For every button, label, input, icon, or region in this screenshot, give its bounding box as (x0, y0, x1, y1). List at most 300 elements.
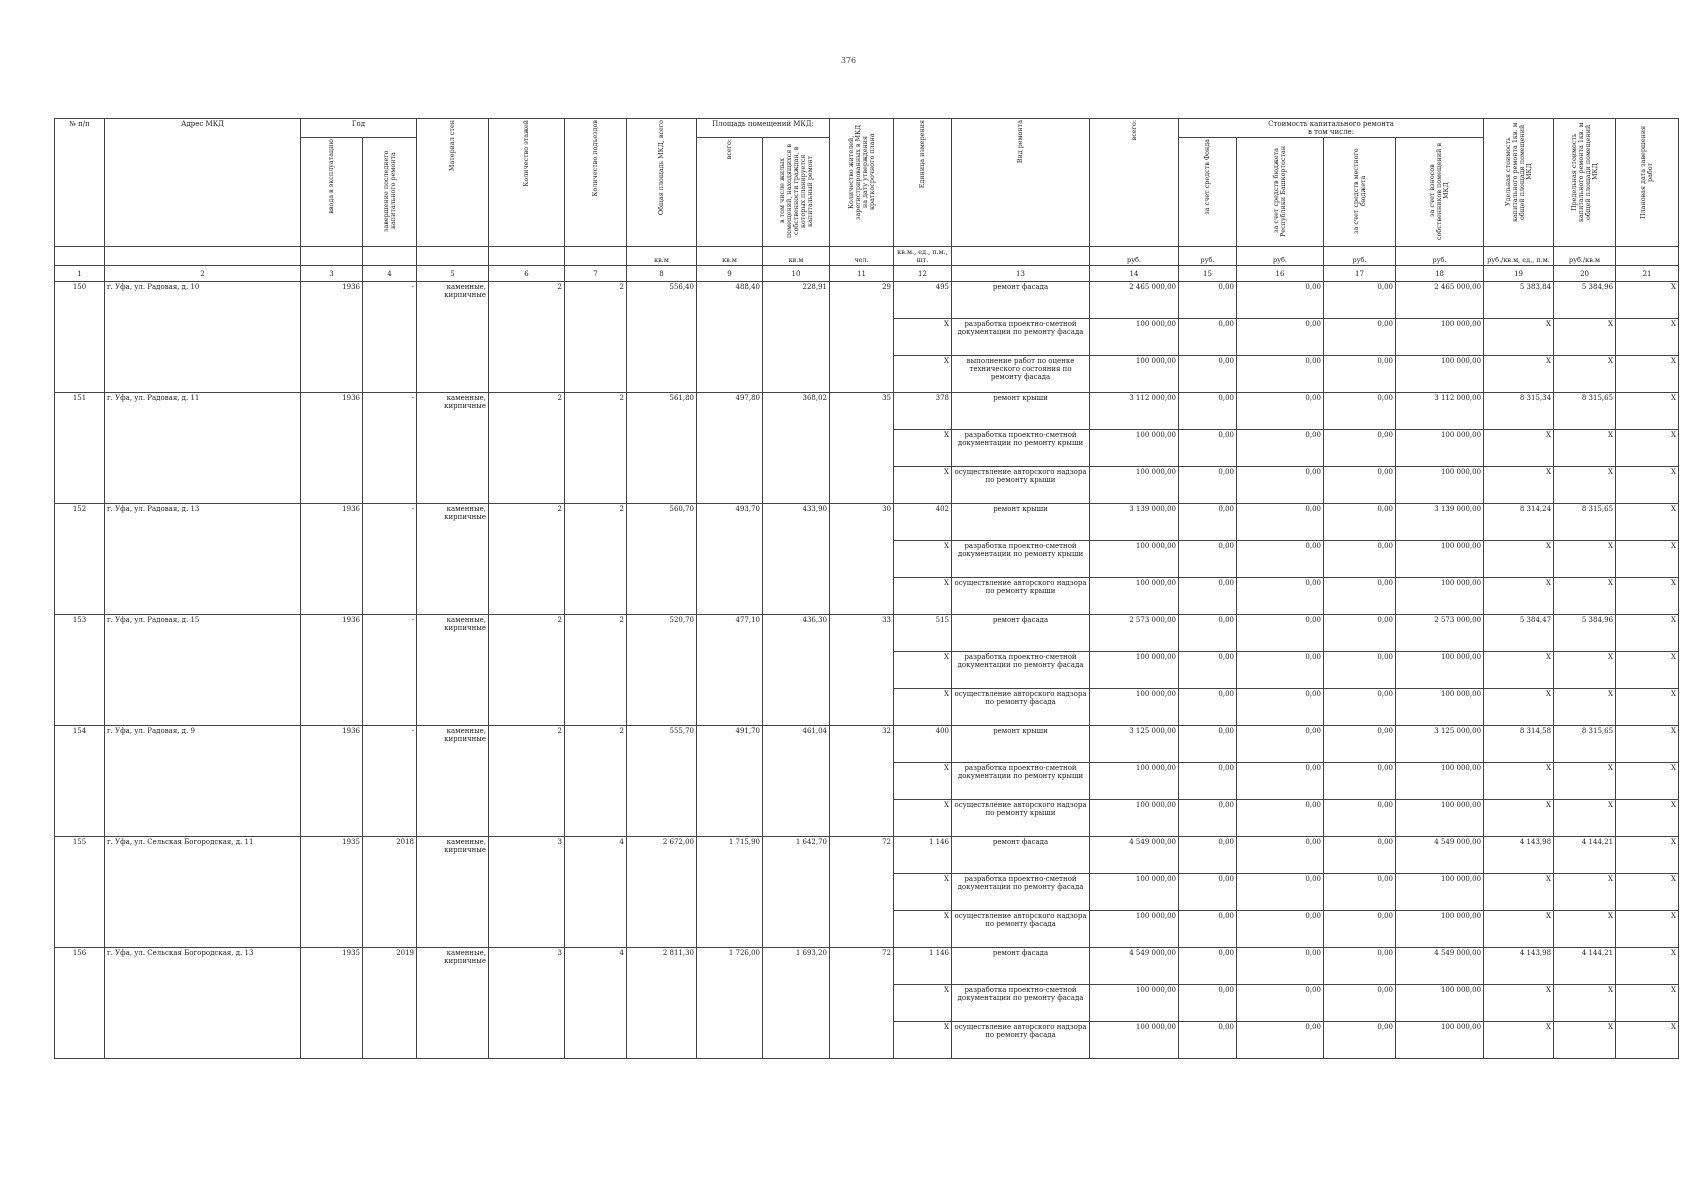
area-residential: 228,91 (763, 282, 830, 393)
address: г. Уфа, ул. Радовая, д. 9 (105, 726, 301, 837)
cost-republic-budget: 0,00 (1237, 356, 1324, 393)
cost-municipal-budget: 0,00 (1324, 874, 1396, 911)
floors: 2 (489, 615, 565, 726)
area-all: 491,70 (697, 726, 763, 837)
column-number: 6 (489, 266, 565, 282)
unit-value: X (894, 874, 952, 911)
header-cost-total: всего: (1090, 119, 1179, 247)
specific-cost: X (1484, 467, 1554, 504)
total-area: 2 811,30 (627, 948, 697, 1059)
cost-fund: 0,00 (1179, 393, 1237, 430)
limit-cost: X (1554, 356, 1616, 393)
area-all: 1 726,00 (697, 948, 763, 1059)
unit-value: X (894, 1022, 952, 1059)
specific-cost: 8 314,24 (1484, 504, 1554, 541)
cost-municipal-budget: 0,00 (1324, 541, 1396, 578)
unit-cell (1616, 247, 1679, 266)
cost-municipal-budget: 0,00 (1324, 837, 1396, 874)
floors: 3 (489, 948, 565, 1059)
work-type: осуществление авторского надзора по ремонту крыши (952, 800, 1090, 837)
cost-municipal-budget: 0,00 (1324, 911, 1396, 948)
entrances: 2 (565, 615, 627, 726)
address: г. Уфа, ул. Радовая, д. 10 (105, 282, 301, 393)
wall-material: каменные, кирпичные (417, 615, 489, 726)
end-date: X (1616, 985, 1679, 1022)
limit-cost: 5 384,96 (1554, 615, 1616, 652)
year-repair: - (363, 726, 417, 837)
unit-cell: руб./кв.м (1554, 247, 1616, 266)
cost-total: 100 000,00 (1090, 430, 1179, 467)
cost-republic-budget: 0,00 (1237, 911, 1324, 948)
area-residential: 436,30 (763, 615, 830, 726)
specific-cost: X (1484, 319, 1554, 356)
table-row (55, 393, 1679, 430)
cost-fund: 0,00 (1179, 948, 1237, 985)
specific-cost: X (1484, 800, 1554, 837)
cost-total: 4 549 000,00 (1090, 837, 1179, 874)
limit-cost: X (1554, 319, 1616, 356)
limit-cost: X (1554, 800, 1616, 837)
specific-cost: X (1484, 578, 1554, 615)
cost-fund: 0,00 (1179, 541, 1237, 578)
cost-owners: 4 549 000,00 (1396, 948, 1484, 985)
total-area: 2 672,00 (627, 837, 697, 948)
cost-fund: 0,00 (1179, 504, 1237, 541)
area-residential: 1 693,20 (763, 948, 830, 1059)
wall-material: каменные, кирпичные (417, 837, 489, 948)
entrances: 2 (565, 393, 627, 504)
header-own: за счет взносов собственников помещений в МКД (1396, 138, 1484, 247)
unit-cell: руб. (1237, 247, 1324, 266)
unit-value: 400 (894, 726, 952, 763)
floors: 2 (489, 726, 565, 837)
entrances: 4 (565, 837, 627, 948)
end-date: X (1616, 541, 1679, 578)
unit-cell: кв.м (627, 247, 697, 266)
cost-republic-budget: 0,00 (1237, 726, 1324, 763)
year-repair: - (363, 615, 417, 726)
header-num: № п/п (55, 119, 105, 247)
end-date: X (1616, 911, 1679, 948)
limit-cost: X (1554, 578, 1616, 615)
work-type: осуществление авторского надзора по ремонту фасада (952, 1022, 1090, 1059)
limit-cost: 8 315,65 (1554, 726, 1616, 763)
entrances: 2 (565, 504, 627, 615)
limit-cost: X (1554, 1022, 1616, 1059)
limit-cost: X (1554, 430, 1616, 467)
work-type: осуществление авторского надзора по ремонту фасада (952, 689, 1090, 726)
work-type: осуществление авторского надзора по ремонту крыши (952, 467, 1090, 504)
floors: 2 (489, 504, 565, 615)
cost-fund: 0,00 (1179, 578, 1237, 615)
residents: 33 (830, 615, 894, 726)
cost-municipal-budget: 0,00 (1324, 356, 1396, 393)
cost-municipal-budget: 0,00 (1324, 985, 1396, 1022)
cost-fund: 0,00 (1179, 763, 1237, 800)
limit-cost: X (1554, 874, 1616, 911)
cost-owners: 100 000,00 (1396, 763, 1484, 800)
cost-municipal-budget: 0,00 (1324, 948, 1396, 985)
year-built: 1935 (301, 948, 363, 1059)
cost-owners: 100 000,00 (1396, 356, 1484, 393)
cost-owners: 100 000,00 (1396, 430, 1484, 467)
year-repair: - (363, 282, 417, 393)
column-number: 3 (301, 266, 363, 282)
cost-municipal-budget: 0,00 (1324, 578, 1396, 615)
cost-total: 3 125 000,00 (1090, 726, 1179, 763)
floors: 2 (489, 282, 565, 393)
unit-value: 378 (894, 393, 952, 430)
unit-cell (952, 247, 1090, 266)
unit-value: X (894, 319, 952, 356)
column-number: 15 (1179, 266, 1237, 282)
cost-owners: 2 465 000,00 (1396, 282, 1484, 319)
specific-cost: X (1484, 356, 1554, 393)
unit-value: 495 (894, 282, 952, 319)
limit-cost: 5 384,96 (1554, 282, 1616, 319)
header-total-area: Общая площадь МКД, всего (627, 119, 697, 247)
area-all: 1 715,90 (697, 837, 763, 948)
cost-owners: 100 000,00 (1396, 541, 1484, 578)
work-type: ремонт фасада (952, 282, 1090, 319)
cost-republic-budget: 0,00 (1237, 578, 1324, 615)
limit-cost: 4 144,21 (1554, 837, 1616, 874)
column-number: 21 (1616, 266, 1679, 282)
unit-cell: руб./кв.м, ед., п.м. (1484, 247, 1554, 266)
cost-fund: 0,00 (1179, 282, 1237, 319)
limit-cost: 8 315,65 (1554, 393, 1616, 430)
work-type: ремонт крыши (952, 726, 1090, 763)
specific-cost: X (1484, 985, 1554, 1022)
end-date: X (1616, 319, 1679, 356)
address: г. Уфа, ул. Радовая, д. 13 (105, 504, 301, 615)
cost-republic-budget: 0,00 (1237, 282, 1324, 319)
row-number: 153 (55, 615, 105, 726)
column-number: 20 (1554, 266, 1616, 282)
header-area-group: Площадь помещений МКД: (697, 119, 830, 138)
work-type: выполнение работ по оценке технического состояния по ремонту фасада (952, 356, 1090, 393)
column-number: 5 (417, 266, 489, 282)
unit-value: X (894, 541, 952, 578)
unit-value: X (894, 800, 952, 837)
unit-value: X (894, 652, 952, 689)
cost-fund: 0,00 (1179, 800, 1237, 837)
cost-republic-budget: 0,00 (1237, 689, 1324, 726)
cost-municipal-budget: 0,00 (1324, 726, 1396, 763)
repair-plan-table (54, 118, 1679, 1059)
address: г. Уфа, ул. Радовая, д. 15 (105, 615, 301, 726)
header-address: Адрес МКД (105, 119, 301, 247)
cost-municipal-budget: 0,00 (1324, 763, 1396, 800)
cost-total: 100 000,00 (1090, 578, 1179, 615)
wall-material: каменные, кирпичные (417, 726, 489, 837)
cost-fund: 0,00 (1179, 319, 1237, 356)
entrances: 4 (565, 948, 627, 1059)
cost-total: 100 000,00 (1090, 541, 1179, 578)
unit-cell: руб. (1090, 247, 1179, 266)
table-row (55, 282, 1679, 319)
header-mb: за счет средств местного бюджета (1324, 138, 1396, 247)
year-built: 1936 (301, 282, 363, 393)
unit-value: X (894, 430, 952, 467)
end-date: X (1616, 578, 1679, 615)
row-number: 150 (55, 282, 105, 393)
unit-value: X (894, 985, 952, 1022)
specific-cost: 8 314,58 (1484, 726, 1554, 763)
work-type: разработка проектно-сметной документации по ремонту фасада (952, 985, 1090, 1022)
table-body (55, 247, 1679, 1059)
column-number: 11 (830, 266, 894, 282)
column-number: 17 (1324, 266, 1396, 282)
cost-total: 100 000,00 (1090, 652, 1179, 689)
specific-cost: 4 143,98 (1484, 948, 1554, 985)
cost-republic-budget: 0,00 (1237, 319, 1324, 356)
end-date: X (1616, 689, 1679, 726)
specific-cost: 5 383,84 (1484, 282, 1554, 319)
limit-cost: 8 315,65 (1554, 504, 1616, 541)
unit-value: 402 (894, 504, 952, 541)
cost-total: 100 000,00 (1090, 763, 1179, 800)
header-end-date: Плановая дата завершения работ (1616, 119, 1679, 247)
header-area-all: всего: (697, 138, 763, 247)
unit-value: X (894, 911, 952, 948)
table-row (55, 615, 1679, 652)
work-type: ремонт крыши (952, 504, 1090, 541)
cost-municipal-budget: 0,00 (1324, 1022, 1396, 1059)
row-number: 154 (55, 726, 105, 837)
cost-republic-budget: 0,00 (1237, 504, 1324, 541)
cost-owners: 100 000,00 (1396, 874, 1484, 911)
cost-republic-budget: 0,00 (1237, 430, 1324, 467)
end-date: X (1616, 467, 1679, 504)
address: г. Уфа, ул. Радовая, д. 11 (105, 393, 301, 504)
cost-fund: 0,00 (1179, 652, 1237, 689)
table-row (55, 726, 1679, 763)
cost-fund: 0,00 (1179, 911, 1237, 948)
column-number: 18 (1396, 266, 1484, 282)
cost-total: 100 000,00 (1090, 1022, 1179, 1059)
unit-cell (363, 247, 417, 266)
cost-municipal-budget: 0,00 (1324, 652, 1396, 689)
cost-fund: 0,00 (1179, 430, 1237, 467)
unit-cell: руб. (1324, 247, 1396, 266)
work-type: разработка проектно-сметной документации по ремонту крыши (952, 541, 1090, 578)
area-residential: 368,02 (763, 393, 830, 504)
cost-total: 100 000,00 (1090, 874, 1179, 911)
unit-cell: руб. (1179, 247, 1237, 266)
end-date: X (1616, 393, 1679, 430)
header-area-res: в том числе жилых помещений, находящихся в собственности граждан, в которых планируется капитальный ремонт (763, 138, 830, 247)
table-row (55, 837, 1679, 874)
cost-fund: 0,00 (1179, 837, 1237, 874)
area-residential: 461,04 (763, 726, 830, 837)
header-floors: Количество этажей (489, 119, 565, 247)
header-year-group: Год (301, 119, 417, 138)
column-number: 8 (627, 266, 697, 282)
cost-owners: 3 139 000,00 (1396, 504, 1484, 541)
cost-total: 100 000,00 (1090, 356, 1179, 393)
column-numbers-row (55, 266, 1679, 282)
specific-cost: X (1484, 911, 1554, 948)
cost-republic-budget: 0,00 (1237, 615, 1324, 652)
specific-cost: 4 143,98 (1484, 837, 1554, 874)
specific-cost: X (1484, 1022, 1554, 1059)
row-number: 156 (55, 948, 105, 1059)
cost-total: 100 000,00 (1090, 689, 1179, 726)
header-year-built: ввода в эксплуатацию (301, 138, 363, 247)
row-number: 155 (55, 837, 105, 948)
unit-value: X (894, 578, 952, 615)
limit-cost: X (1554, 652, 1616, 689)
cost-total: 100 000,00 (1090, 467, 1179, 504)
cost-fund: 0,00 (1179, 615, 1237, 652)
year-repair: 2019 (363, 948, 417, 1059)
address: г. Уфа, ул. Сельская Богородская, д. 11 (105, 837, 301, 948)
unit-value: 1 146 (894, 837, 952, 874)
end-date: X (1616, 356, 1679, 393)
end-date: X (1616, 800, 1679, 837)
area-all: 488,40 (697, 282, 763, 393)
year-built: 1936 (301, 393, 363, 504)
cost-fund: 0,00 (1179, 874, 1237, 911)
year-built: 1936 (301, 615, 363, 726)
unit-cell (489, 247, 565, 266)
entrances: 2 (565, 282, 627, 393)
column-number: 16 (1237, 266, 1324, 282)
limit-cost: X (1554, 985, 1616, 1022)
header-spec-cost: Удельная стоимость капитального ремонта 1кв. м общей площади помещений МКД (1484, 119, 1554, 247)
work-type: разработка проектно-сметной документации по ремонту фасада (952, 652, 1090, 689)
cost-total: 4 549 000,00 (1090, 948, 1179, 985)
area-all: 477,10 (697, 615, 763, 726)
limit-cost: X (1554, 911, 1616, 948)
cost-owners: 100 000,00 (1396, 985, 1484, 1022)
cost-municipal-budget: 0,00 (1324, 319, 1396, 356)
cost-municipal-budget: 0,00 (1324, 430, 1396, 467)
unit-cell: руб. (1396, 247, 1484, 266)
cost-total: 100 000,00 (1090, 800, 1179, 837)
work-type: разработка проектно-сметной документации по ремонту крыши (952, 763, 1090, 800)
cost-total: 2 573 000,00 (1090, 615, 1179, 652)
cost-owners: 100 000,00 (1396, 911, 1484, 948)
year-built: 1935 (301, 837, 363, 948)
total-area: 555,70 (627, 726, 697, 837)
work-type: разработка проектно-сметной документации по ремонту фасада (952, 319, 1090, 356)
header-rb: за счет средств бюджета Республики Башкортостан (1237, 138, 1324, 247)
unit-cell (301, 247, 363, 266)
total-area: 561,80 (627, 393, 697, 504)
wall-material: каменные, кирпичные (417, 504, 489, 615)
wall-material: каменные, кирпичные (417, 393, 489, 504)
cost-owners: 100 000,00 (1396, 578, 1484, 615)
cost-owners: 3 112 000,00 (1396, 393, 1484, 430)
unit-cell: чел. (830, 247, 894, 266)
unit-value: 1 146 (894, 948, 952, 985)
cost-owners: 2 573 000,00 (1396, 615, 1484, 652)
specific-cost: X (1484, 874, 1554, 911)
specific-cost: X (1484, 763, 1554, 800)
column-number: 14 (1090, 266, 1179, 282)
unit-value: X (894, 467, 952, 504)
unit-cell (105, 247, 301, 266)
entrances: 2 (565, 726, 627, 837)
work-type: ремонт крыши (952, 393, 1090, 430)
cost-total: 3 139 000,00 (1090, 504, 1179, 541)
wall-material: каменные, кирпичные (417, 948, 489, 1059)
column-number: 10 (763, 266, 830, 282)
limit-cost: 4 144,21 (1554, 948, 1616, 985)
address: г. Уфа, ул. Сельская Богородская, д. 13 (105, 948, 301, 1059)
limit-cost: X (1554, 763, 1616, 800)
unit-value: X (894, 689, 952, 726)
column-number: 19 (1484, 266, 1554, 282)
total-area: 556,40 (627, 282, 697, 393)
unit-value: X (894, 763, 952, 800)
table-row (55, 504, 1679, 541)
end-date: X (1616, 504, 1679, 541)
cost-total: 100 000,00 (1090, 985, 1179, 1022)
cost-republic-budget: 0,00 (1237, 1022, 1324, 1059)
cost-total: 3 112 000,00 (1090, 393, 1179, 430)
residents: 32 (830, 726, 894, 837)
floors: 2 (489, 393, 565, 504)
column-number: 12 (894, 266, 952, 282)
floors: 3 (489, 837, 565, 948)
cost-republic-budget: 0,00 (1237, 985, 1324, 1022)
residents: 29 (830, 282, 894, 393)
cost-republic-budget: 0,00 (1237, 652, 1324, 689)
cost-owners: 3 125 000,00 (1396, 726, 1484, 763)
column-number: 1 (55, 266, 105, 282)
header-cost-group: Стоимость капитального ремонта в том числе: (1179, 119, 1484, 138)
column-number: 9 (697, 266, 763, 282)
cost-republic-budget: 0,00 (1237, 837, 1324, 874)
specific-cost: 8 315,34 (1484, 393, 1554, 430)
header-work-type: Вид ремонта (952, 119, 1090, 247)
cost-republic-budget: 0,00 (1237, 948, 1324, 985)
cost-municipal-budget: 0,00 (1324, 504, 1396, 541)
column-number: 2 (105, 266, 301, 282)
cost-republic-budget: 0,00 (1237, 874, 1324, 911)
cost-republic-budget: 0,00 (1237, 541, 1324, 578)
cost-municipal-budget: 0,00 (1324, 282, 1396, 319)
cost-owners: 100 000,00 (1396, 319, 1484, 356)
specific-cost: 5 384,47 (1484, 615, 1554, 652)
work-type: осуществление авторского надзора по ремонту крыши (952, 578, 1090, 615)
year-built: 1936 (301, 726, 363, 837)
specific-cost: X (1484, 430, 1554, 467)
header-entrances: Количество подъездов (565, 119, 627, 247)
residents: 30 (830, 504, 894, 615)
work-type: осуществление авторского надзора по ремонту фасада (952, 911, 1090, 948)
year-repair: 2018 (363, 837, 417, 948)
cost-owners: 100 000,00 (1396, 467, 1484, 504)
end-date: X (1616, 615, 1679, 652)
end-date: X (1616, 430, 1679, 467)
cost-owners: 100 000,00 (1396, 1022, 1484, 1059)
cost-fund: 0,00 (1179, 356, 1237, 393)
cost-municipal-budget: 0,00 (1324, 467, 1396, 504)
unit-cell (565, 247, 627, 266)
cost-owners: 100 000,00 (1396, 800, 1484, 837)
cost-fund: 0,00 (1179, 985, 1237, 1022)
header-incl: в том числе: (1307, 128, 1355, 136)
column-number: 7 (565, 266, 627, 282)
cost-fund: 0,00 (1179, 726, 1237, 763)
header-unit: Единица измерения (894, 119, 952, 247)
cost-owners: 4 549 000,00 (1396, 837, 1484, 874)
header-limit-cost: Предельная стоимость капитального ремонта 1кв. м общей площади помещений МКД (1554, 119, 1616, 247)
